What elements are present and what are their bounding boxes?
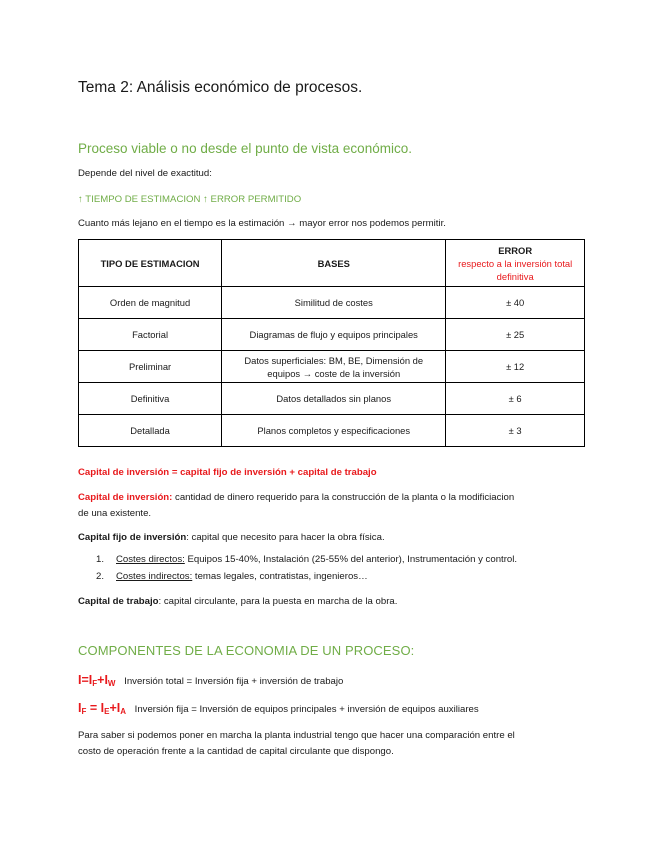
table-row [79, 287, 585, 319]
cell-error: ± 6 [446, 383, 585, 415]
cell-tipo: Detallada [79, 415, 222, 447]
formula-description: Inversión fija = Inversión de equipos principales + inversión de equipos auxiliares [134, 704, 479, 715]
cell-tipo: Factorial [79, 319, 222, 351]
cell-error: ± 12 [446, 351, 585, 383]
cell-error: ± 3 [446, 415, 585, 447]
list-label: Costes directos: [116, 554, 185, 565]
capital-inversion-label: Capital de inversión: [78, 492, 173, 503]
list-item [96, 571, 368, 582]
table-row [79, 351, 585, 383]
capital-trabajo-line [78, 594, 397, 610]
capital-fijo-text: : capital que necesito para hacer la obra física. [186, 532, 385, 543]
header-tipo: TIPO DE ESTIMACION [79, 240, 222, 287]
formula-inversion-total [78, 673, 343, 688]
list-text: Equipos 15-40%, Instalación (25-55% del anterior), Instrumentación y control. [184, 554, 518, 565]
page-title: Tema 2: Análisis económico de procesos. [78, 79, 363, 96]
cell-tipo: Orden de magnitud [79, 287, 222, 319]
capital-fijo-label: Capital fijo de inversión [78, 532, 187, 543]
componentes-heading: COMPONENTES DE LA ECONOMIA DE UN PROCESO: [78, 643, 415, 658]
list-item [96, 554, 517, 565]
list-number: 1. [96, 554, 105, 565]
capital-trabajo-text: : capital circulante, para la puesta en marcha de la obra. [158, 596, 398, 607]
header-error [446, 240, 585, 287]
capital-inversion-line1 [78, 490, 514, 506]
capital-fijo-line [78, 530, 385, 546]
formula-symbol: IF = IE+IA [78, 701, 126, 716]
depende-text: Depende del nivel de exactitud: [78, 168, 212, 179]
cell-bases: Diagramas de flujo y equipos principales [222, 319, 446, 351]
cuanto-text: Cuanto más lejano en el tiempo es la estimación → mayor error nos podemos permitir. [78, 218, 446, 229]
cell-error: ± 40 [446, 287, 585, 319]
section-heading-viabilidad: Proceso viable o no desde el punto de vista económico. [78, 141, 412, 156]
capital-inversion-line2: de una existente. [78, 508, 152, 519]
para-line1: Para saber si podemos poner en marcha la planta industrial tengo que hacer una comparación entre el [78, 730, 515, 741]
list-text: temas legales, contratistas, ingenieros… [192, 571, 368, 582]
table-row [79, 383, 585, 415]
para-line2: costo de operación frente a la cantidad de capital circulante que dispongo. [78, 746, 394, 757]
arrows-text: ↑ TIEMPO DE ESTIMACION ↑ ERROR PERMITIDO [78, 194, 302, 205]
list-label: Costes indirectos: [116, 571, 193, 582]
header-error-sub: respecto a la inversión total definitiva [458, 257, 573, 282]
capital-equation [78, 465, 377, 481]
formula-inversion-fija [78, 701, 479, 716]
table-row [79, 319, 585, 351]
formula-description: Inversión total = Inversión fija + inversión de trabajo [124, 676, 344, 687]
estimation-table [78, 239, 585, 447]
cell-tipo: Preliminar [79, 351, 222, 383]
capital-equation-text: Capital de inversión = capital fijo de inversión + capital de trabajo [78, 467, 377, 478]
cell-bases: Datos detallados sin planos [222, 383, 446, 415]
table-header-row [79, 240, 585, 287]
header-error-label: ERROR [498, 244, 533, 256]
cell-error: ± 25 [446, 319, 585, 351]
capital-trabajo-label: Capital de trabajo [78, 596, 159, 607]
capital-inversion-text1: cantidad de dinero requerido para la construcción de la planta o la modificiacion [172, 492, 515, 503]
formula-symbol: I=IF+IW [78, 673, 116, 688]
cell-bases: Datos superficiales: BM, BE, Dimensión de equipos → coste de la inversión [222, 351, 446, 383]
cell-bases: Similitud de costes [222, 287, 446, 319]
table-row [79, 415, 585, 447]
header-bases: BASES [222, 240, 446, 287]
list-number: 2. [96, 571, 105, 582]
cell-tipo: Definitiva [79, 383, 222, 415]
cell-bases: Planos completos y especificaciones [222, 415, 446, 447]
